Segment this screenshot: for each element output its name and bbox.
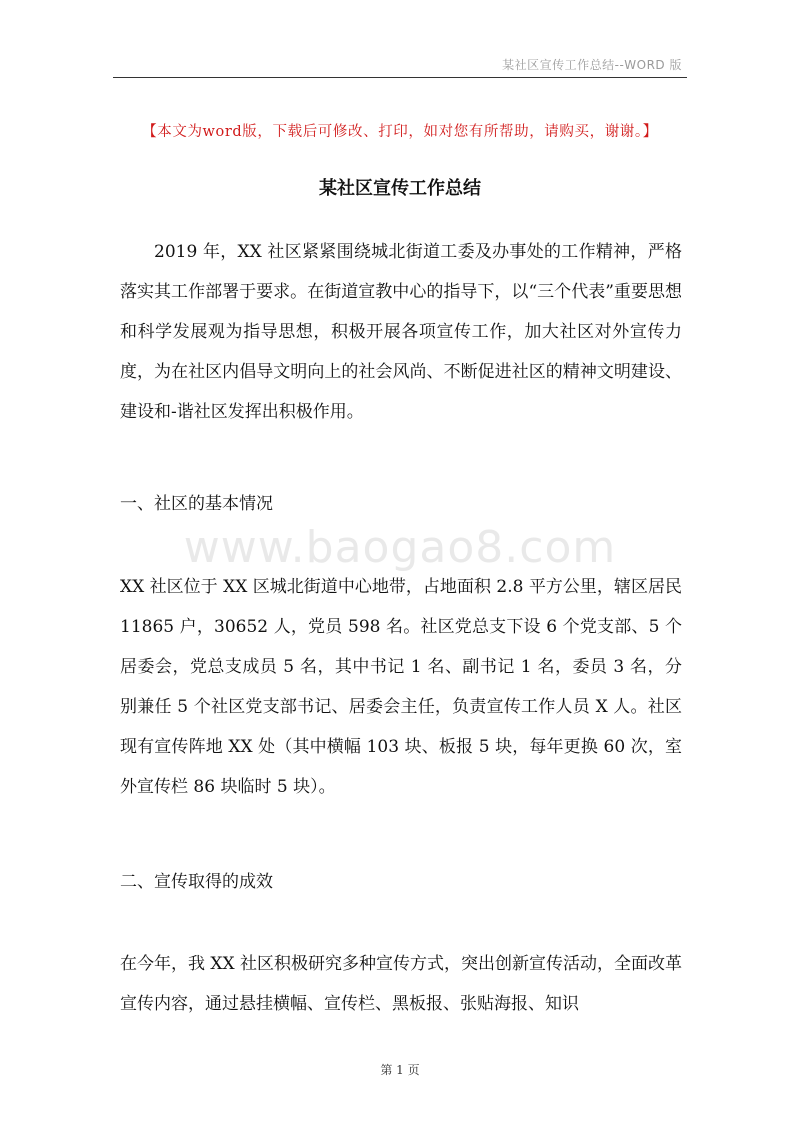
purchase-notice: 【本文为word版，下载后可修改、打印，如对您有所帮助，请购买，谢谢。】 xyxy=(142,124,658,140)
section-2-paragraph: 在今年，我 XX 社区积极研究多种宣传方式，突出创新宣传活动，全面改革宣传内容，通过悬挂横幅、宣传栏、黑板报、张贴海报、知识 xyxy=(120,954,683,1014)
section-2-heading: 二、宣传取得的成效 xyxy=(120,872,273,892)
watermark: www.baogao8.com xyxy=(183,522,617,573)
running-header: 某社区宣传工作总结--WORD 版 xyxy=(502,58,682,72)
section-1-paragraph: XX 社区位于 XX 区城北街道中心地带，占地面积 2.8 平方公里，辖区居民 11865 户，30652 人，党员 598 名。社区党总支下设 6 个党支部、5 个居委会，党总支成员 5 名，其中书记 1 名、副书记 1 名，委员 3 名，分别兼任 5 个社区党支部书记、居委会主任，负责宣传工作人员 X 人。社区现有宣传阵地 XX 处（其中横幅 103 块、板报 5 块，每年更换 60 次，室外宣传栏 86 块临时 5 块）。 xyxy=(120,577,682,797)
page-number: 第 1 页 xyxy=(380,1063,420,1077)
section-1-heading: 一、社区的基本情况 xyxy=(120,494,273,514)
intro-paragraph: 2019 年，XX 社区紧紧围绕城北街道工委及办事处的工作精神，严格落实其工作部署于要求。在街道宣教中心的指导下，以“三个代表”重要思想和科学发展观为指导思想，积极开展各项宣传工作，加大社区对外宣传力度，为在社区内倡导文明向上的社会风尚、不断促进社区的精神文明建设、建设和-谐社区发挥出积极作用。 xyxy=(120,242,682,422)
document-title: 某社区宣传工作总结 xyxy=(319,178,481,199)
header-divider xyxy=(113,77,687,78)
